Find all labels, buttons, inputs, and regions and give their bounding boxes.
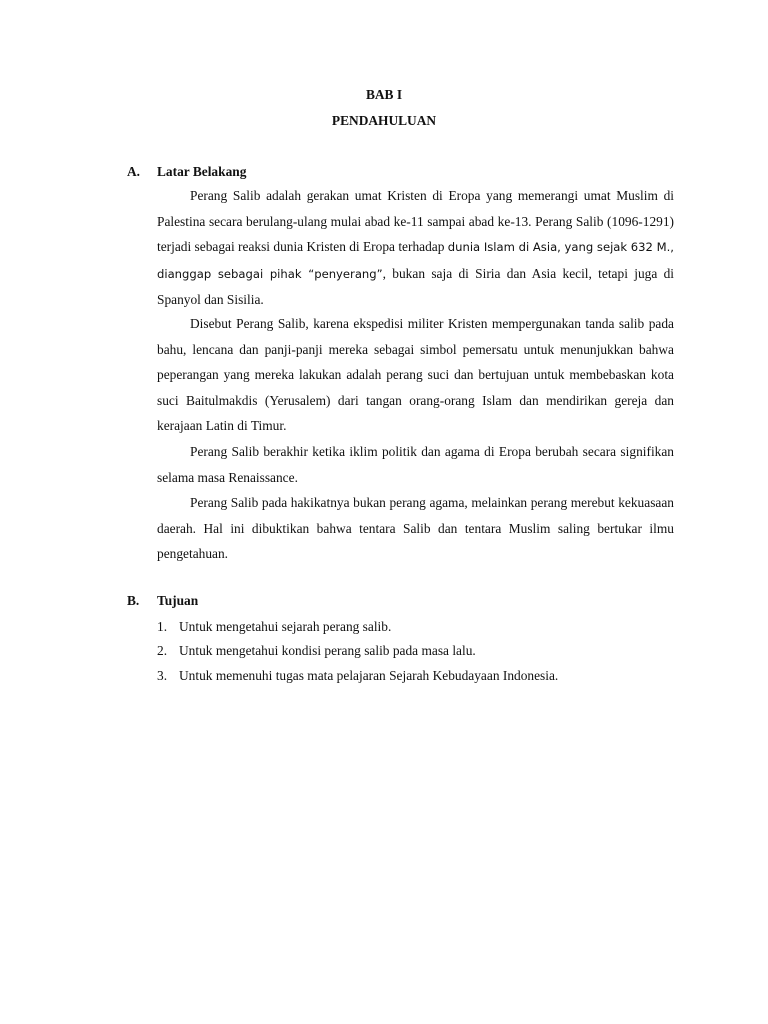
paragraph-1-alt-text: dunia Islam di Asia, yang sejak 632 M., dianggap sebagai pihak “penyerang” (157, 240, 674, 281)
list-number: 3. (157, 668, 168, 683)
list-text: Untuk mengetahui sejarah perang salib. (179, 619, 392, 634)
page-title: PENDAHULUAN (331, 113, 437, 128)
chapter-label: BAB I (365, 87, 403, 102)
list-number: 2. (157, 643, 168, 658)
list-text: Untuk mengetahui kondisi perang salib pada masa lalu. (179, 643, 476, 658)
paragraph-1-text: Perang Salib adalah gerakan umat Kristen di Eropa yang memerangi umat Muslim di Palestina secara berulang-ulang mulai abad ke-11 sampai abad ke-13. Perang Salib (1096-1291) terjadi sebagai reaksi dunia Kristen di Eropa terhadap (157, 188, 674, 255)
paragraph-1-text-end: , bukan saja di Siria dan Asia kecil, tetapi juga di Spanyol dan Sisilia. (157, 265, 674, 308)
list-number: 1. (157, 619, 168, 634)
section-b-heading: Tujuan (157, 593, 199, 608)
section-b-letter: B. (127, 593, 140, 608)
section-a-letter: A. (127, 164, 141, 179)
paragraph-3: Perang Salib berakhir ketika iklim politik dan agama di Eropa berubah secara signifikan selama masa Renaissance. (157, 444, 674, 485)
paragraph-1 (157, 183, 674, 313)
paragraph-2: Disebut Perang Salib, karena ekspedisi militer Kristen mempergunakan tanda salib pada bahu, lencana dan panji-panji mereka sebagai simbol pemersatu untuk menunjukkan bahwa peperangan yang mereka lakukan adalah perang suci dan bertujuan untuk membebaskan kota suci Baitulmakdis (Yerusalem) dari tangan orang-orang Islam dan mendirikan gereja dan kerajaan Latin di Timur. (157, 316, 674, 434)
section-a-heading: Latar Belakang (157, 164, 247, 179)
paragraph-4: Perang Salib pada hakikatnya bukan perang agama, melainkan perang merebut kekuasaan daerah. Hal ini dibuktikan bahwa tentara Salib dan tentara Muslim saling bertukar ilmu pengetahuan. (157, 495, 674, 562)
list-text: Untuk memenuhi tugas mata pelajaran Sejarah Kebudayaan Indonesia. (179, 668, 559, 683)
